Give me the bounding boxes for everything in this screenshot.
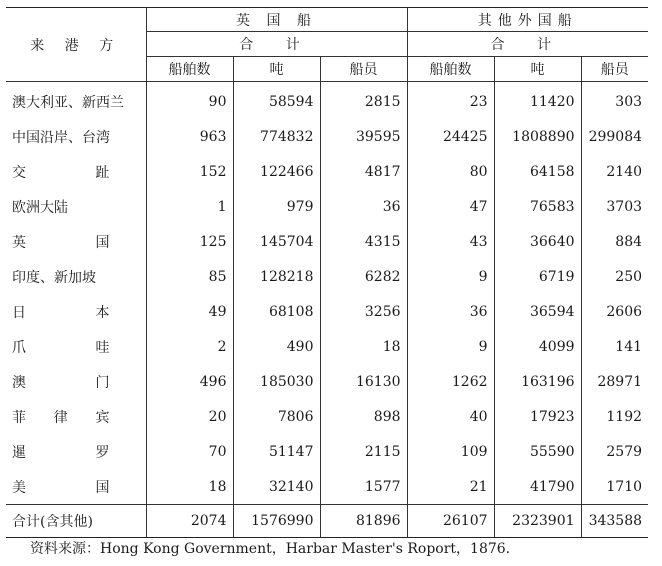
table-cell: 250 [581,259,648,294]
row-label: 爪 哇 [6,329,146,364]
table-cell: 2140 [581,154,648,189]
table-row [6,154,648,189]
total-row [6,505,648,538]
table-cell: 36640 [494,224,581,259]
table-cell: 40 [407,399,494,434]
table-cell: 9 [407,329,494,364]
table-cell: 4099 [494,329,581,364]
table-cell: 47 [407,189,494,224]
table-row [6,119,648,154]
table-cell: 9 [407,259,494,294]
table-row [6,329,648,364]
subgroup-header-british-total: 合 计 [146,32,407,56]
table-cell: 1 [217,198,227,215]
table-cell: 6719 [494,259,581,294]
table-cell: 884 [581,224,648,259]
row-label: 澳 门 [6,364,146,399]
total-cell: 343588 [581,505,648,538]
table-cell: 49 [208,303,227,320]
total-cell: 2074 [146,505,233,538]
column-header: 吨 [233,56,320,81]
table-cell: 299084 [581,119,648,154]
table-cell: 90 [208,93,227,110]
row-label: 中国沿岸、台湾 [6,119,146,154]
table-cell: 1262 [407,364,494,399]
table-cell: 24425 [407,119,494,154]
table-cell: 11420 [494,82,581,120]
table-cell: 43 [407,224,494,259]
table-cell: 303 [581,82,648,120]
table-cell: 963 [199,128,227,145]
table-cell: 163196 [494,364,581,399]
total-cell: 81896 [320,505,407,538]
table-cell: 496 [199,373,227,390]
table-cell: 39595 [320,119,407,154]
table-cell: 6282 [320,259,407,294]
row-label: 欧洲大陆 [6,189,146,224]
table-cell: 16130 [320,364,407,399]
group-header-british: 英 国 船 [146,8,407,32]
table-cell: 17923 [494,399,581,434]
row-label: 英 国 [6,224,146,259]
table-cell: 1808890 [494,119,581,154]
table-cell: 7806 [233,399,320,434]
row-label: 菲 律 宾 [6,399,146,434]
table-cell: 3256 [320,294,407,329]
table-cell: 18 [320,329,407,364]
table-cell: 20 [208,408,227,425]
source-footnote: 资料来源：Hong Kong Government，Harbar Master's Roport，1876. [30,541,511,557]
table-cell: 18 [208,478,227,495]
table-cell: 128218 [233,259,320,294]
table-cell: 125 [199,233,227,250]
table-cell: 1192 [581,399,648,434]
table-cell: 2815 [320,82,407,120]
shipping-table [6,7,648,538]
column-header: 船员 [320,56,407,81]
table-row [6,399,648,434]
table-row [6,294,648,329]
table-row [6,469,648,505]
table-cell: 55590 [494,434,581,469]
table-cell: 2115 [320,434,407,469]
table-cell: 51147 [233,434,320,469]
table-cell: 41790 [494,469,581,505]
row-label: 日 本 [6,294,146,329]
table-cell: 64158 [494,154,581,189]
table-cell: 2 [217,338,227,355]
table-cell: 774832 [233,119,320,154]
group-header-other-foreign: 其他外国船 [407,8,648,32]
table-row [6,434,648,469]
table-row [6,224,648,259]
table-cell: 28971 [581,364,648,399]
total-cell: 2323901 [494,505,581,538]
table-cell: 80 [407,154,494,189]
subgroup-header-other-total: 合 计 [407,32,648,56]
table-cell: 36 [320,189,407,224]
table-cell: 2606 [581,294,648,329]
total-cell: 1576990 [233,505,320,538]
table-row [6,364,648,399]
table-cell: 21 [407,469,494,505]
table-cell: 70 [208,443,227,460]
total-row-label: 合计(含其他) [6,505,146,538]
table-cell: 1577 [320,469,407,505]
row-label: 澳大利亚、新西兰 [6,82,146,120]
row-label: 交 趾 [6,154,146,189]
row-label: 印度、新加坡 [6,259,146,294]
table-row [6,259,648,294]
shipping-table-container [6,7,648,538]
table-cell: 4315 [320,224,407,259]
row-label: 暹 罗 [6,434,146,469]
column-header: 船舶数 [407,56,494,81]
stub-header: 来 港 方 [6,8,146,82]
table-cell: 85 [208,268,227,285]
row-label: 美 国 [6,469,146,505]
column-header: 船舶数 [146,56,233,81]
table-cell: 898 [320,399,407,434]
table-cell: 36 [407,294,494,329]
table-row [6,82,648,120]
table-cell: 1710 [581,469,648,505]
table-cell: 145704 [233,224,320,259]
table-cell: 32140 [233,469,320,505]
table-cell: 979 [233,189,320,224]
table-cell: 109 [407,434,494,469]
total-cell: 26107 [407,505,494,538]
table-cell: 58594 [233,82,320,120]
table-header [6,8,648,82]
table-cell: 122466 [233,154,320,189]
table-cell: 3703 [581,189,648,224]
table-cell: 4817 [320,154,407,189]
table-row [6,189,648,224]
column-header: 吨 [494,56,581,81]
table-cell: 68108 [233,294,320,329]
table-cell: 185030 [233,364,320,399]
table-cell: 141 [581,329,648,364]
table-cell: 36594 [494,294,581,329]
table-body [6,82,648,538]
table-cell: 76583 [494,189,581,224]
table-cell: 152 [199,163,227,180]
table-cell: 23 [407,82,494,120]
table-cell: 2579 [581,434,648,469]
column-header: 船员 [581,56,648,81]
table-cell: 490 [233,329,320,364]
